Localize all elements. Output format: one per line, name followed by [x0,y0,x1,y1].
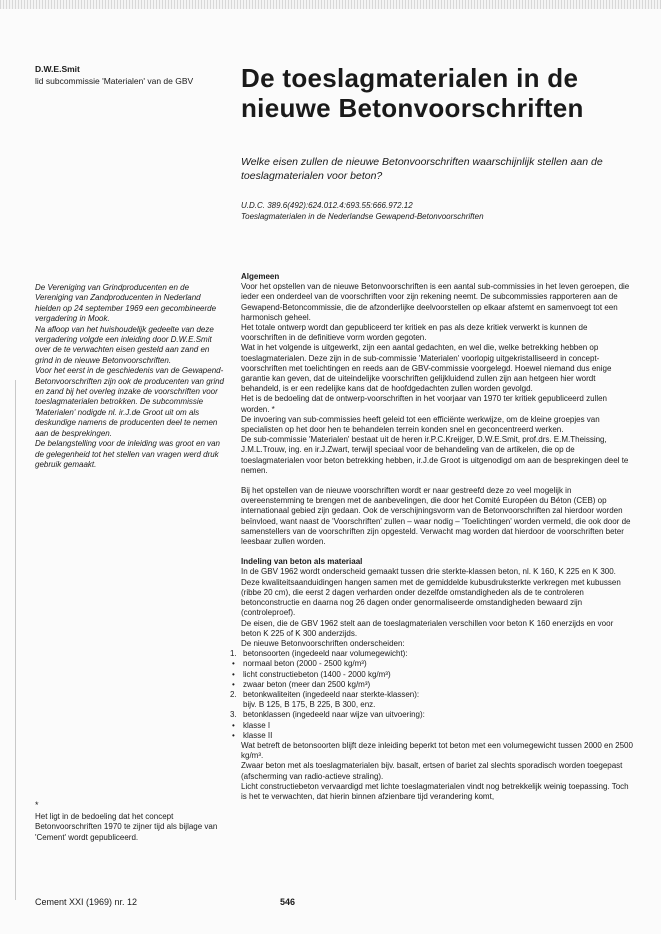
classification-list [230,649,633,741]
section-heading-algemeen: Algemeen [241,272,280,281]
author-name: D.W.E.Smit [35,64,80,74]
list-item: • zwaar beton (meer dan 2500 kg/m³) [232,679,371,689]
author-block [35,63,193,87]
body-paragraph: Wat betreft de betonsoorten blijft deze inleiding beperkt tot beton met een volumegewicht tussen 2000 en 2500 kg/m³. [241,740,633,761]
intro-paragraph: Voor het eerst in de geschiedenis van de Gewapend-Betonvoorschriften zijn ook de producenten van grind en zand bij het overleg inzake de voorschriften voor toeslagmaterialen betrokken. De subcommissie 'Materialen' nodigde nl. ir.J.de Groot uit om als deskundige namens de producenten deel te nemen aan de besprekingen. [35,366,225,438]
main-text-column [230,272,633,802]
intro-paragraph: Na afloop van het huishoudelijk gedeelte van deze vergadering volgde een inleiding door D.W.E.Smit over de te verwachten eisen gesteld aan zand en grind in de nieuwe Betonvoorschriften. [35,324,214,365]
intro-paragraph: De Vereniging van Grindproducenten en de Vereniging van Zandproducenten in Nederland hielden op 24 september 1969 een gecombineerde vergadering in Mook. [35,283,217,324]
intro-paragraph: De belangstelling voor de inleiding was groot en van de gelegenheid tot het stellen van vragen werd druk gebruik gemaakt. [35,439,221,469]
body-paragraph: Licht constructiebeton vervaardigd met lichte toeslagmaterialen vindt nog betrekkelijk weinig toepassing. Toch is het te verwachten, dat hierin binnen afzienbare tijd verandering komt, [241,781,629,801]
list-item: • normaal beton (2000 - 2500 kg/m³) [232,659,367,669]
margin-line [15,380,16,900]
article-title: De toeslagmaterialen in de nieuwe Betonvoorschriften [241,63,584,123]
body-paragraph: De invoering van sub-commissies heeft geleid tot een efficiënte werkwijze, om de kleine groepjes van specialisten op het door hen te behandelen terrein konden snel en geconcentreerd werken. [241,414,600,435]
list-item: 3. betonklassen (ingedeeld naar wijze van uitvoering): [230,710,425,720]
section-heading-indeling: Indeling van beton als materiaal [241,557,363,567]
body-paragraph: Voor het opstellen van de nieuwe Betonvoorschriften is een aantal sub-commissies in het leven geroepen, die ieder een onderdeel van de voorschriften voor zijn rekening neemt. De subcommissies rapporteren aan de Gewapend-Betoncommissie, die de afzonderlijke deelvoorstellen op elkaar afstemt en samenvoegt tot een harmonisch geheel. [241,282,630,322]
body-paragraph: De nieuwe Betonvoorschriften onderscheiden: [241,638,405,648]
author-role: lid subcommissie 'Materialen' van de GBV [35,76,194,86]
list-item: 2. betonkwaliteiten (ingedeeld naar sterkte-klassen): [230,689,420,699]
top-border-band [0,0,661,9]
list-item: • klasse I [232,720,271,730]
list-item: 1. betonsoorten (ingedeeld naar volumegewicht): [230,649,408,659]
body-paragraph: De sub-commissie 'Materialen' bestaat uit de heren ir.P.C.Kreijger, D.W.E.Smit, prof.drs. E.M.Theissing, J.M.L.Trouw, ing. en ir.J.Zwart, terwijl speciaal voor de behandeling van de artikelen, die op de toeslagmaterialen voor beton betrekking hebben, ir.J.de Groot is uitgenodigd om aan de besprekingen deel te nemen. [241,435,629,475]
body-paragraph: Zwaar beton met als toeslagmaterialen bijv. basalt, ertsen of bariet zal slechts sporadisch worden toegepast (afscherming van radio-actieve straling). [241,761,623,781]
body-paragraph: De eisen, die de GBV 1962 stelt aan de toeslagmaterialen verschillen voor beton K 160 enerzijds en voor beton K 225 of K 300 anderzijds. [241,618,614,638]
list-item: • klasse II [232,730,273,740]
udc-block [241,200,631,222]
list-item: bijv. B 125, B 175, B 225, B 300, enz. [243,700,376,710]
article-subtitle: Welke eisen zullen de nieuwe Betonvoorschriften waarschijnlijk stellen aan de toeslagmaterialen voor beton? [241,156,603,182]
body-paragraph: Het totale ontwerp wordt dan gepubliceerd ter kritiek en pas als deze kritiek verwerkt is kunnen de voorschriften in de definitieve vorm worden gegoten. [241,323,588,343]
page-number: 546 [280,897,296,907]
footnote-text: Het ligt in de bedoeling dat het concept Betonvoorschriften 1970 te zijner tijd als bijlage van 'Cement' wordt gepubliceerd. [35,812,218,842]
udc-keywords: Toeslagmaterialen in de Nederlandse Gewapend-Betonvoorschriften [241,212,484,221]
body-paragraph: Wat in het volgende is uitgewerkt, zijn een aantal gedachten, en wel die, welke betrekking hebben op toeslagmaterialen. Deze zijn in de sub-commissie 'Materialen' voorlopig uitgekristalliseerd in concept-voorschriften met toelichtingen en reeds aan de GBV-commissie voorgelegd. Hoewel niemand dus enige garantie kan geven, dat de uiteindelijke voorschriften gelijkluidend zullen zijn aan hetgeen hier wordt behandeld, is er een redelijke kans dat de hoofdgedachten zullen worden gevolgd. [241,343,612,394]
udc-code: U.D.C. 389.6(492):624.012.4:693.55:666.972.12 [241,201,413,210]
intro-sidebar [35,283,225,470]
list-item: • licht constructiebeton (1400 - 2000 kg/m³) [232,669,391,679]
footnote-mark: * [35,800,39,810]
footnote [35,800,230,843]
journal-reference: Cement XXI (1969) nr. 12 [35,897,138,907]
body-paragraph: In de GBV 1962 wordt onderscheid gemaakt tussen drie sterkte-klassen beton, nl. K 160, K 225 en K 300. Deze kwaliteitsaanduidingen hangen samen met de gemiddelde kubusdruksterkte verkregen met kubussen (ribbe 20 cm), die eerst 2 dagen verharden onder dezelfde omstandigheden als de te controleren betonconstructie en daarna nog 26 dagen onder genormaliseerde omstandigheden bewaard zijn (controleproef). [241,567,621,618]
body-paragraph: Het is de bedoeling dat de ontwerp-voorschriften in het voorjaar van 1970 ter kritiek gepubliceerd zullen worden. * [241,394,607,414]
body-paragraph: Bij het opstellen van de nieuwe voorschriften wordt er naar gestreefd deze zo veel mogelijk in overeenstemming te brengen met de aanbevelingen, die door het Comité Européen du Béton (CEB) op internationaal gebied zijn gedaan. Ook de verschijningsvorm van de Betonvoorschriften zal hierdoor worden beïnvloed, want naast de 'Voorschriften' zullen – waar nodig – 'Toelichtingen' worden vermeld, die ook door de samenstellers van de voorschriften zijn opgesteld. Verwacht mag worden dat hierdoor de voorschriften beter leesbaar zullen worden. [241,486,631,547]
